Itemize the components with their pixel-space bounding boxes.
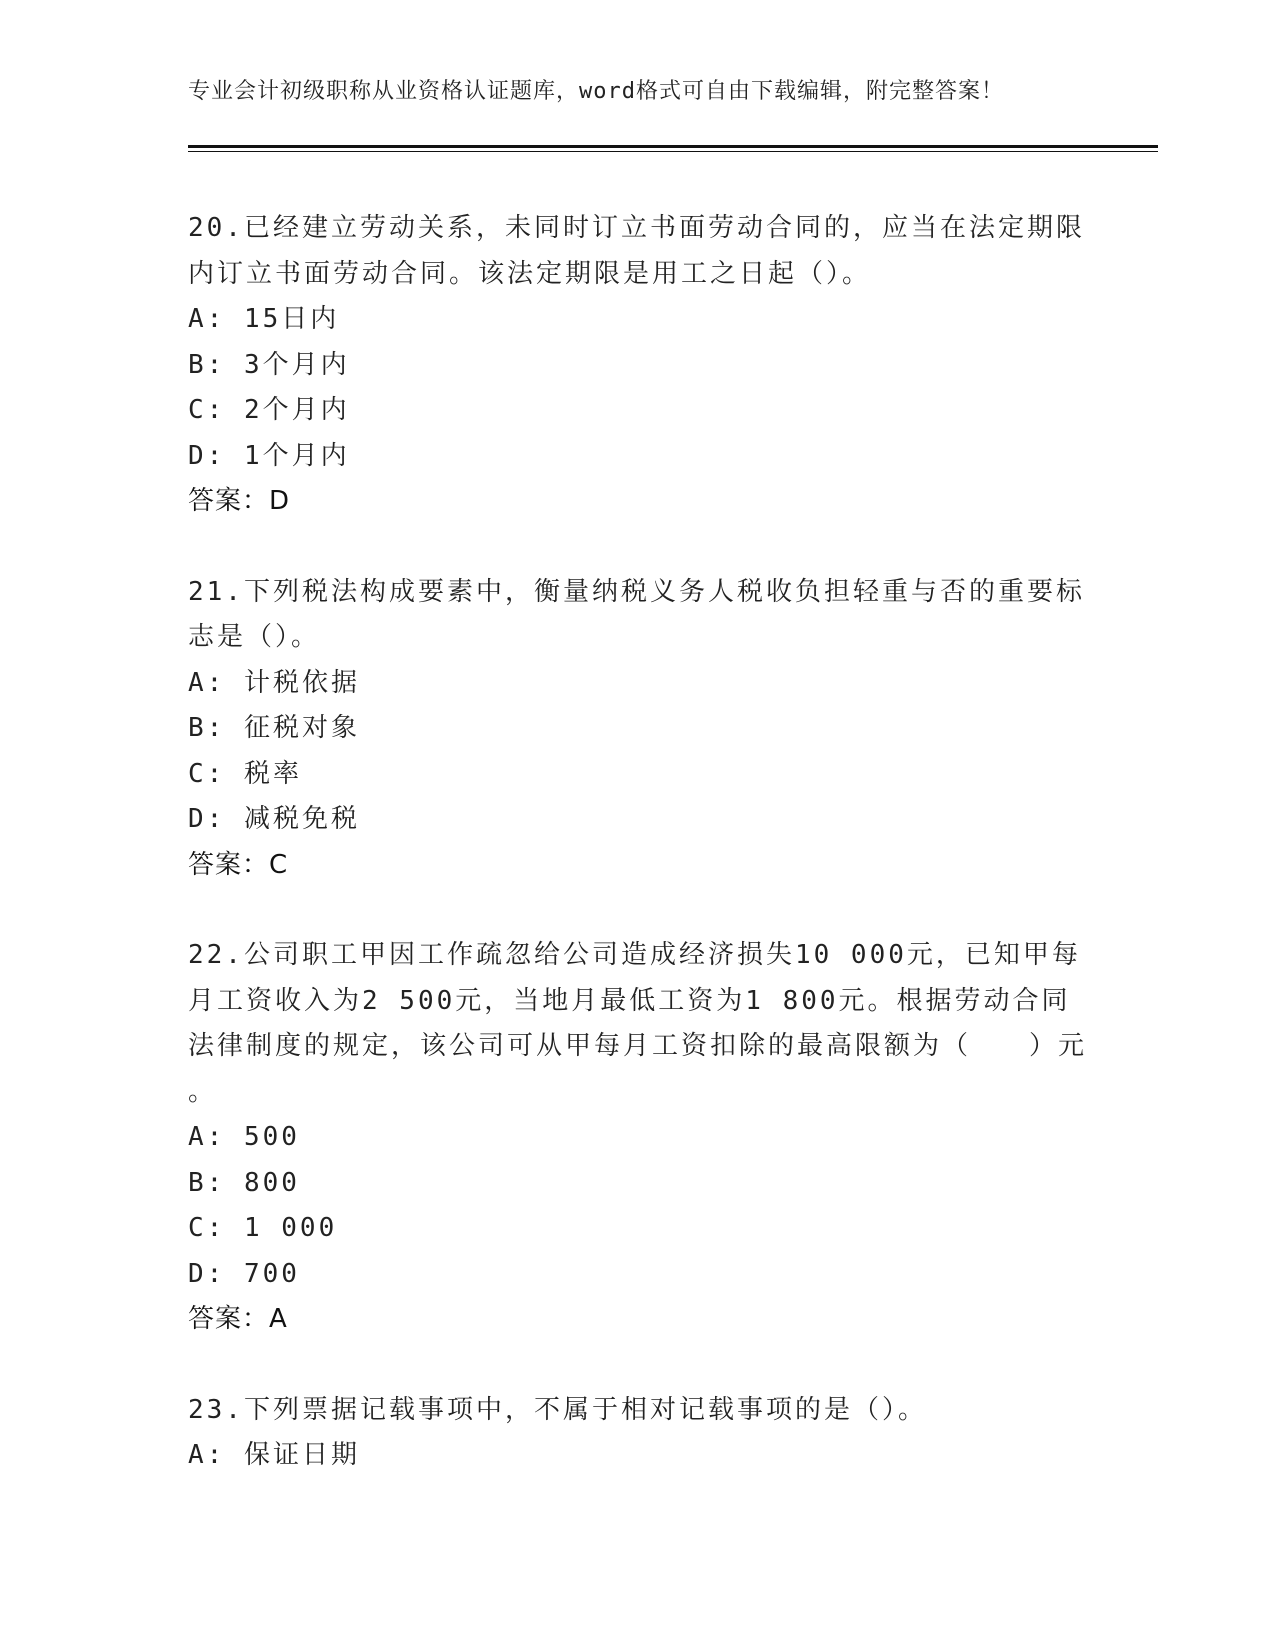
option-b: B: 800 [188,1167,300,1198]
question-text-line: 志是（）。 [188,622,321,652]
answer-label: 答案：D [188,486,291,516]
page-header: 专业会计初级职称从业资格认证题库，word格式可自由下载编辑，附完整答案！ [188,79,1004,104]
option-c: C: 税率 [188,758,302,789]
question-text-line: 法律制度的规定，该公司可从甲每月工资扣除的最高限额为（ ）元 [188,1031,1088,1061]
question-23 [188,1388,1088,1479]
question-text-line: 内订立书面劳动合同。该法定期限是用工之日起（）。 [188,258,872,289]
question-text-line: 23.下列票据记载事项中，不属于相对记载事项的是（）。 [188,1394,927,1425]
question-text-line: 。 [188,1076,218,1107]
option-b: B: 征税对象 [188,713,360,743]
option-c: C: 1 000 [188,1213,338,1243]
question-text-line: 20.已经建立劳动关系，未同时订立书面劳动合同的，应当在法定期限 [188,213,1085,243]
question-spacer [188,888,1088,933]
header-divider-thick [188,145,1158,148]
question-spacer [188,525,1088,570]
question-text-line: 月工资收入为2 500元，当地月最低工资为1 800元。根据劳动合同 [188,985,1071,1016]
question-21 [188,570,1088,889]
question-20 [188,206,1088,525]
header-divider-thin [188,151,1158,152]
option-a: A: 500 [188,1122,300,1152]
option-a: A: 计税依据 [188,667,360,698]
question-text-line: 22.公司职工甲因工作疏忽给公司造成经济损失10 000元，已知甲每 [188,940,1081,970]
answer-label: 答案：A [188,1304,288,1334]
option-d: D: 1个月内 [188,440,350,471]
option-d: D: 减税免税 [188,804,360,834]
option-a: A: 15日内 [188,304,340,334]
question-list [188,206,1088,1479]
option-c: C: 2个月内 [188,395,350,425]
question-text-line: 21.下列税法构成要素中，衡量纳税义务人税收负担轻重与否的重要标 [188,576,1085,607]
option-b: B: 3个月内 [188,349,350,380]
question-spacer [188,1343,1088,1388]
option-a: A: 保证日期 [188,1440,360,1470]
answer-label: 答案：C [188,849,289,880]
question-22 [188,933,1088,1343]
option-d: D: 700 [188,1258,300,1289]
